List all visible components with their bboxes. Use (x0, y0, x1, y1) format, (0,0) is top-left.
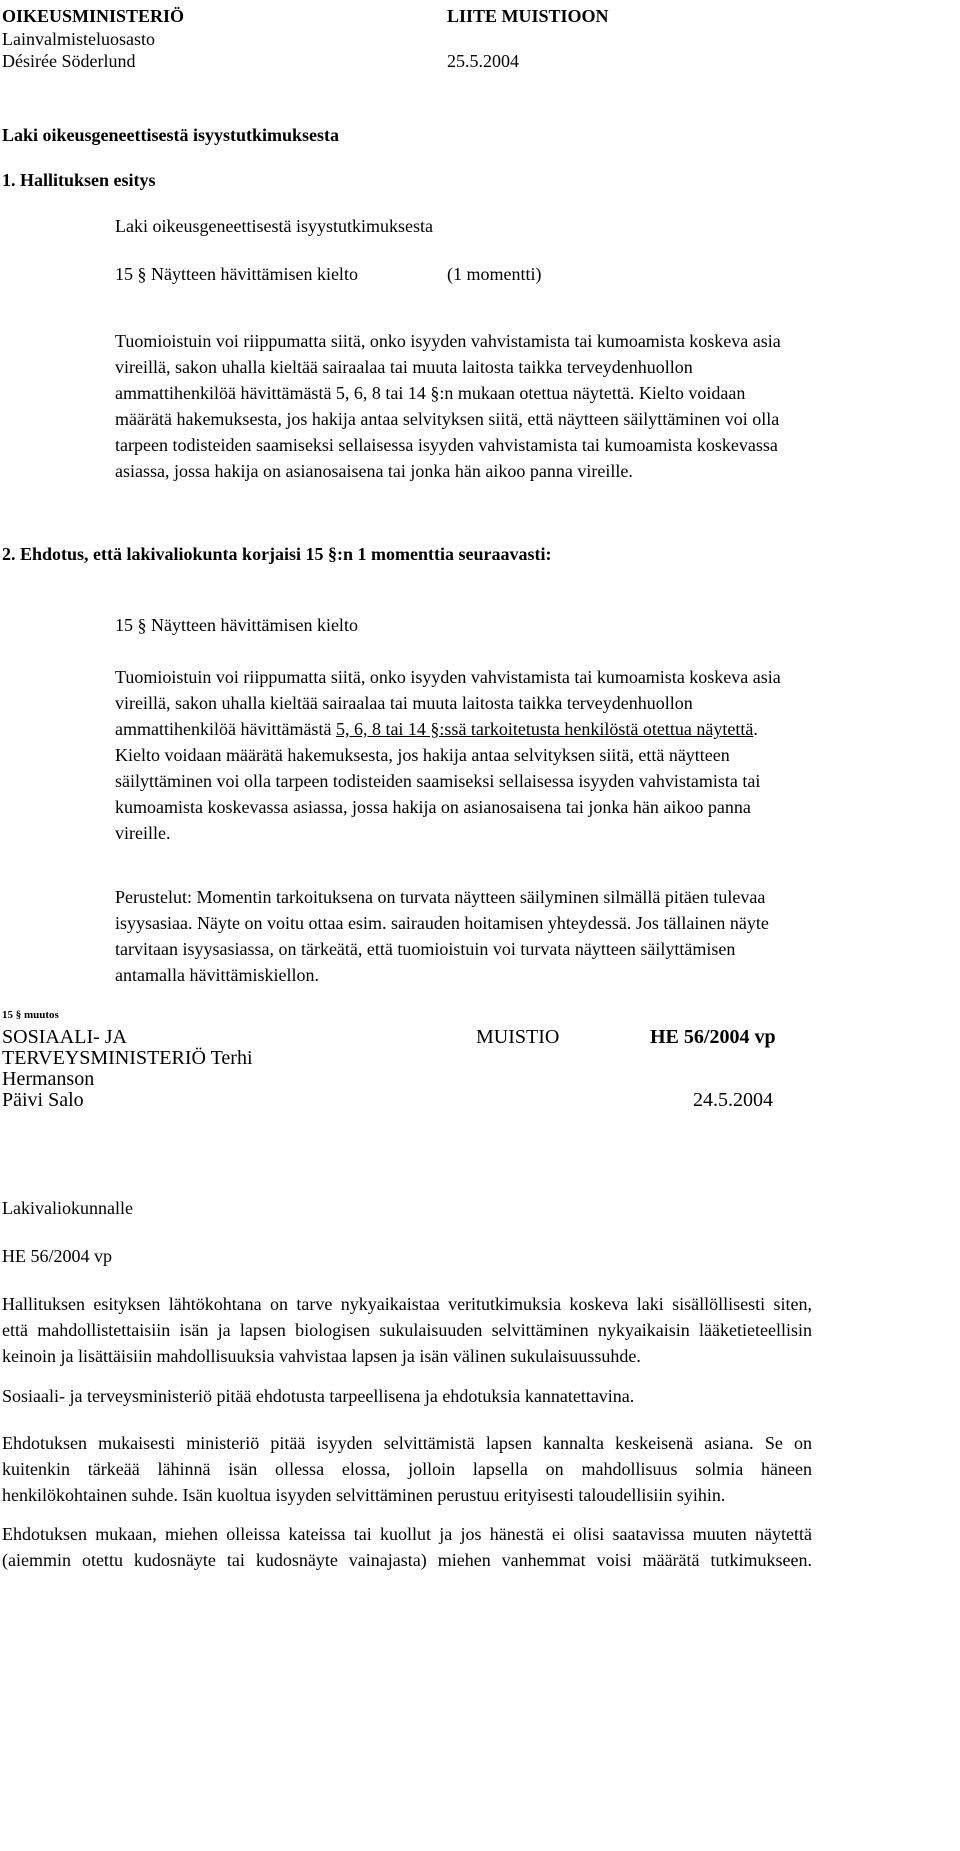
text-line: Ehdotuksen mukaisesti ministeriö pitää isyyden selvittämistä lapsen kannalta keskeisenä asiana. Se on (2, 1433, 812, 1453)
ministry2-line2: TERVEYSMINISTERIÖ Terhi (2, 1047, 253, 1069)
author-name: Désirée Söderlund (2, 51, 136, 71)
amended-text: 5, 6, 8 tai 14 §:ssä tarkoitetusta henkilöstä otettua näytettä (335, 719, 754, 739)
text-line: tarpeen todisteiden saamiseksi sellaisessa isyyden vahvistamista tai kumoamista koskevassa (115, 435, 778, 455)
doc-type: MUISTIO (476, 1026, 560, 1048)
subject: HE 56/2004 vp (2, 1246, 112, 1266)
text-line (115, 716, 758, 743)
doc-reference: HE 56/2004 vp (650, 1026, 776, 1048)
section15-heading: 15 § Näytteen hävittämisen kielto (115, 264, 358, 284)
text-line: vireillä, sakon uhalla kieltää sairaalaa tai muuta laitosta taikka terveydenhuollon (115, 693, 693, 713)
paragraph-2: Sosiaali- ja terveysministeriö pitää ehdotusta tarpeellisena ja ehdotuksia kannatettavina. (2, 1386, 635, 1406)
text-line: ammattihenkilöä hävittämästä 5, 6, 8 tai 14 §:n mukaan otettua näytettä. Kielto voidaan (115, 383, 746, 403)
author2-name: Päivi Salo (2, 1089, 84, 1111)
page-footer: 15 § muutos (2, 1009, 59, 1021)
text-line: henkilökohtainen suhde. Isän kuoltua isyyden selvittäminen perustuu erityisesti taloudellisiin syihin. (2, 1485, 726, 1505)
text-line: säilyttäminen voi olla tarpeen todisteiden saamiseksi sellaisessa isyyden vahvistamista tai (115, 771, 761, 791)
text-plain: ammattihenkilöä hävittämästä (115, 719, 336, 739)
moment-label: (1 momentti) (447, 264, 542, 284)
text-line: Tuomioistuin voi riippumatta siitä, onko isyyden vahvistamista tai kumoamista koskeva asia (115, 667, 781, 687)
ministry2-line1: SOSIAALI- JA (2, 1026, 127, 1048)
ministry-name: OIKEUSMINISTERIÖ (2, 6, 185, 26)
text-line: isyysasiaa. Näyte on voitu ottaa esim. sairauden hoitamisen yhteydessä. Jos tällainen näyte (115, 913, 769, 933)
text-line: vireille. (115, 823, 171, 843)
text-line: (aiemmin otettu kudosnäyte tai kudosnäyte vainajasta) miehen vanhemmat voisi määrätä tutkimukseen. (2, 1550, 812, 1570)
text-line: Ehdotuksen mukaan, miehen olleissa kateissa tai kuollut ja jos hänestä ei olisi saatavissa muuten näytettä (2, 1524, 812, 1544)
document-title: Laki oikeusgeneettisestä isyystutkimuksesta (2, 125, 340, 145)
memo-date: 25.5.2004 (447, 51, 519, 71)
recipient: Lakivaliokunnalle (2, 1198, 133, 1218)
text-line: asiassa, jossa hakija on asianosaisena tai jonka hän aikoo panna vireille. (115, 461, 633, 481)
memo2-date: 24.5.2004 (693, 1089, 773, 1111)
attachment-label: LIITE MUISTIOON (447, 6, 609, 26)
text-line: keinoin ja lisättäisiin mahdollisuuksia vahvistaa lapsen ja isän välinen sukulaisuussuhde. (2, 1346, 641, 1366)
text-line: Hallituksen esityksen lähtökohtana on tarve nykyaikaistaa veritutkimuksia koskeva laki sisällöllisesti siten, (2, 1294, 812, 1314)
text-line: määrätä hakemuksesta, jos hakija antaa selvityksen siitä, että näytteen säilyttäminen voi olla (115, 409, 780, 429)
text-line: Tuomioistuin voi riippumatta siitä, onko isyyden vahvistamista tai kumoamista koskeva asia (115, 331, 781, 351)
text-line: kuitenkin tärkeää lähinnä isän ollessa elossa, jolloin lapsella on mahdollisuus solmia häneen (2, 1459, 812, 1479)
section2-heading: 2. Ehdotus, että lakivaliokunta korjaisi 15 §:n 1 momenttia seuraavasti: (2, 544, 552, 564)
ministry2-line3: Hermanson (2, 1068, 95, 1090)
text-plain: . (753, 719, 758, 739)
text-line: tarvitaan isyysasiassa, on tärkeätä, että tuomioistuin voi turvata näytteen säilyttämisen (115, 939, 736, 959)
proposed-section-heading: 15 § Näytteen hävittämisen kielto (115, 615, 358, 635)
department-name: Lainvalmisteluosasto (2, 29, 155, 49)
law-title: Laki oikeusgeneettisestä isyystutkimuksesta (115, 216, 433, 236)
section1-heading: 1. Hallituksen esitys (2, 170, 156, 190)
text-line: Kielto voidaan määrätä hakemuksesta, jos hakija antaa selvityksen siitä, että näytteen (115, 745, 730, 765)
text-line: Perustelut: Momentin tarkoituksena on turvata näytteen säilyminen silmällä pitäen tulevaa (115, 887, 766, 907)
text-line: kumoamista koskevassa asiassa, jossa hakija on asianosaisena tai jonka hän aikoo panna (115, 797, 751, 817)
text-line: että mahdollistettaisiin isän ja lapsen biologisen sukulaisuuden selvittäminen nykyaikaisin lääketieteellisin (2, 1320, 812, 1340)
text-line: vireillä, sakon uhalla kieltää sairaalaa tai muuta laitosta taikka terveydenhuollon (115, 357, 693, 377)
text-line: antamalla hävittämiskiellon. (115, 965, 319, 985)
